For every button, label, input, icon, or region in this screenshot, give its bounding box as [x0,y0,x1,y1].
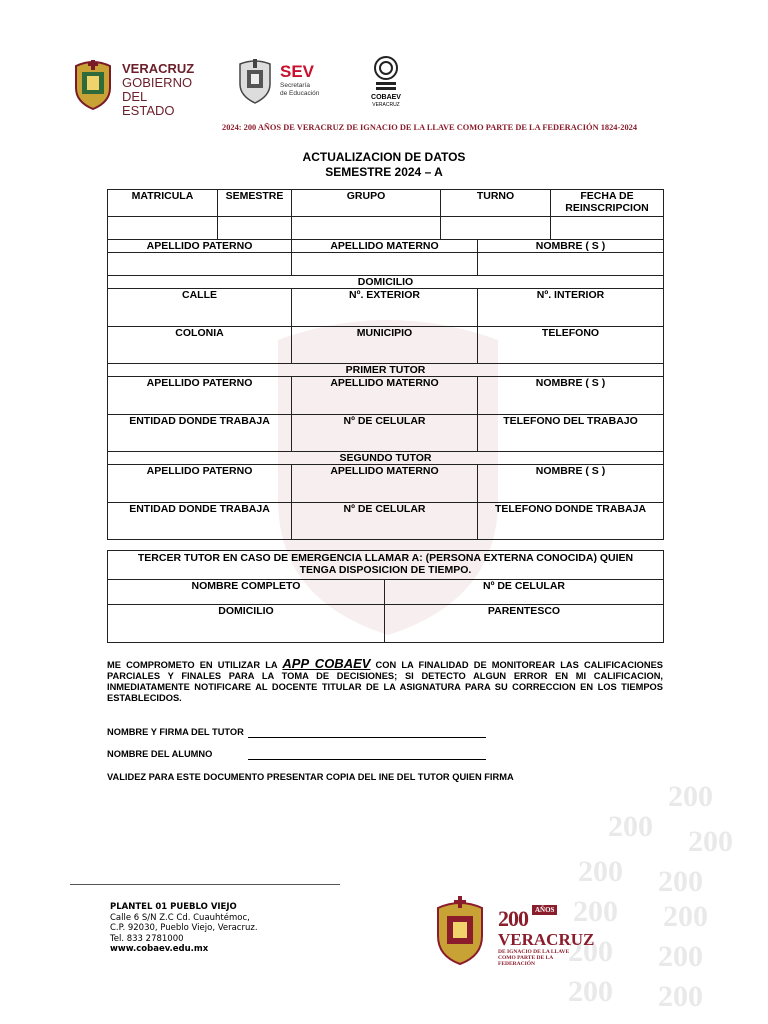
sev-word: SEV [280,62,315,81]
plantel-tel: Tel. 833 2781000 [110,933,184,944]
tutor2-nombre-label: NOMBRE ( S ) [535,465,606,477]
anniversary-sub2: COMO PARTE DE LA FEDERACIÓN [498,955,553,967]
tutor1-celular-label: Nº DE CELULAR [343,415,426,427]
sev-shield-icon [236,58,274,104]
cobaev-word: COBAEV [371,94,401,101]
tutor2-celular-label: Nº DE CELULAR [343,503,426,515]
segundo-tutor-section-title: SEGUNDO TUTOR [108,452,664,465]
apellido-materno-label: APELLIDO MATERNO [292,240,478,253]
grupo-field[interactable] [292,217,441,240]
tutor1-materno-label: APELLIDO MATERNO [330,377,439,389]
app-cobaev-text: APP COBAEV [282,656,371,671]
plantel-web-link[interactable]: www.cobaev.edu.mx [110,944,209,954]
tutor3-nombre-cell[interactable] [108,580,385,605]
document-subtitle: SEMESTRE 2024 – A [325,165,443,179]
tutor3-parentesco-cell[interactable] [385,605,664,643]
telefono-cell[interactable] [478,327,664,364]
nombre-label: NOMBRE ( S ) [478,240,664,253]
document-title: ACTUALIZACION DE DATOS [302,150,466,164]
semestre-label: SEMESTRE [218,190,292,217]
validity-note: VALIDEZ PARA ESTE DOCUMENTO PRESENTAR COPIA DEL INE DEL TUTOR QUIEN FIRMA [107,772,514,782]
cobaev-logo [366,56,406,108]
colonia-cell[interactable] [108,327,292,364]
tutor1-entidad-cell[interactable] [108,415,292,452]
anniversary-name: VERACRUZ [498,930,595,949]
nombre-field[interactable] [478,253,664,276]
tutor2-celular-cell[interactable] [292,503,478,540]
veracruz-seal-icon [432,896,488,966]
matricula-field[interactable] [108,217,218,240]
tutor2-nombre-cell[interactable] [478,465,664,503]
apellido-paterno-field[interactable] [108,253,292,276]
tercer-tutor-section-title: TERCER TUTOR EN CASO DE EMERGENCIA LLAMAR A: (PERSONA EXTERNA CONOCIDA) QUIEN TENGA DISPOSICION DE TIEMPO. [108,551,664,580]
primer-tutor-section-title: PRIMER TUTOR [108,364,664,377]
tutor3-parentesco-label: PARENTESCO [487,605,561,617]
tutor1-paterno-label: APELLIDO PATERNO [146,377,253,389]
plantel-address1: Calle 6 S/N Z.C Cd. Cuauhtémoc, [110,912,250,923]
plantel-address2: C.P. 92030, Pueblo Viejo, Veracruz. [110,923,258,933]
tutor3-celular-label: Nº DE CELULAR [482,580,565,592]
sev-logo [236,56,356,106]
cobaev-sub: VERACRUZ [372,102,400,108]
veracruz-logo-line3: DEL ESTADO [122,89,175,118]
decorative-200-pattern: 200 200 200 200 200 200 200 200 200 200 200 [568,780,733,1013]
plantel-info [110,902,258,955]
semestre-field[interactable] [218,217,292,240]
tutor1-entidad-label: ENTIDAD DONDE TRABAJA [129,415,270,427]
calle-cell[interactable] [108,289,292,327]
interior-cell[interactable] [478,289,664,327]
tutor3-nombre-label: NOMBRE COMPLETO [191,580,301,592]
tutor3-celular-cell[interactable] [385,580,664,605]
cobaev-emblem-icon [372,56,400,92]
tutor2-entidad-cell[interactable] [108,503,292,540]
tutor2-paterno-cell[interactable] [108,465,292,503]
municipio-cell[interactable] [292,327,478,364]
student-data-table [107,189,664,240]
veracruz-government-logo [70,58,200,118]
anniversary-anos: AÑOS [532,905,557,915]
turno-field[interactable] [441,217,551,240]
anniversary-logo [428,896,595,968]
tutor1-tel-trabajo-label: TELEFONO DEL TRABAJO [503,415,638,427]
tutor1-materno-cell[interactable] [292,377,478,415]
tutor2-materno-label: APELLIDO MATERNO [330,465,439,477]
tutor2-entidad-label: ENTIDAD DONDE TRABAJA [129,503,270,515]
tutor3-domicilio-label: DOMICILIO [218,605,274,617]
tutor1-celular-cell[interactable] [292,415,478,452]
anniversary-sub1: DE IGNACIO DE LA LLAVE [498,949,570,955]
commitment-paragraph [107,658,663,704]
domicilio-section-title: DOMICILIO [108,276,664,289]
tutor1-nombre-label: NOMBRE ( S ) [535,377,606,389]
veracruz-shield-icon [70,58,116,110]
fecha-reinscripcion-label: FECHA DE REINSCRIPCION [551,190,664,217]
apellido-paterno-label: APELLIDO PATERNO [108,240,292,253]
anniversary-banner: 2024: 200 AÑOS DE VERACRUZ DE IGNACIO DE LA LLAVE COMO PARTE DE LA FEDERACIÓN 1824-2024 [222,123,638,132]
colonia-label: COLONIA [175,327,224,339]
exterior-label: Nº. EXTERIOR [349,289,420,301]
footer-divider [70,884,340,885]
tercer-tutor-table [107,550,664,643]
municipio-label: MUNICIPIO [356,327,413,339]
tutor2-tel-trabajo-cell[interactable] [478,503,664,540]
tutor1-nombre-cell[interactable] [478,377,664,415]
turno-label: TURNO [441,190,551,217]
telefono-label: TELEFONO [541,327,600,339]
tutor2-paterno-label: APELLIDO PATERNO [146,465,253,477]
apellido-materno-field[interactable] [292,253,478,276]
sev-sub1: Secretaría [280,82,310,89]
plantel-name: PLANTEL 01 PUEBLO VIEJO [110,902,237,912]
fecha-reinscripcion-field[interactable] [551,217,664,240]
sev-sub2: de Educación [280,90,320,97]
tutor1-paterno-cell[interactable] [108,377,292,415]
veracruz-logo-line1: VERACRUZ [122,61,195,76]
tutor1-tel-trabajo-cell[interactable] [478,415,664,452]
anniversary-number: 200 [498,906,528,931]
interior-label: Nº. INTERIOR [536,289,605,301]
tutor2-tel-trabajo-label: TELEFONO DONDE TRABAJA [494,503,647,515]
commitment-before: ME COMPROMETO EN UTILIZAR LA [107,660,283,670]
matricula-label: MATRICULA [108,190,218,217]
veracruz-logo-line2: GOBIERNO [122,75,193,90]
student-name-table [107,239,664,540]
grupo-label: GRUPO [292,190,441,217]
tutor3-domicilio-cell[interactable] [108,605,385,643]
tutor-signature-line[interactable] [248,737,486,738]
student-name-line[interactable] [248,759,486,760]
student-name-label: NOMBRE DEL ALUMNO [107,749,213,759]
commitment-after: CON LA FINALIDAD DE MONITOREAR LAS CALIFICACIONES PARCIALES Y FINALES PARA LA TOMA DE DECISIONES; SI DETECTO ALGUN ERROR EN MI CALIFICACION, INMEDIATAMENTE NOTIFICARE AL DOCENTE TITULAR DE LA ASIGNATURA PARA SU CORRECCION EN LOS TIEMPOS ESTABLECIDOS. [107,660,663,703]
tutor2-materno-cell[interactable] [292,465,478,503]
calle-label: CALLE [182,289,217,301]
tutor-signature-label: NOMBRE Y FIRMA DEL TUTOR [107,727,244,737]
exterior-cell[interactable] [292,289,478,327]
